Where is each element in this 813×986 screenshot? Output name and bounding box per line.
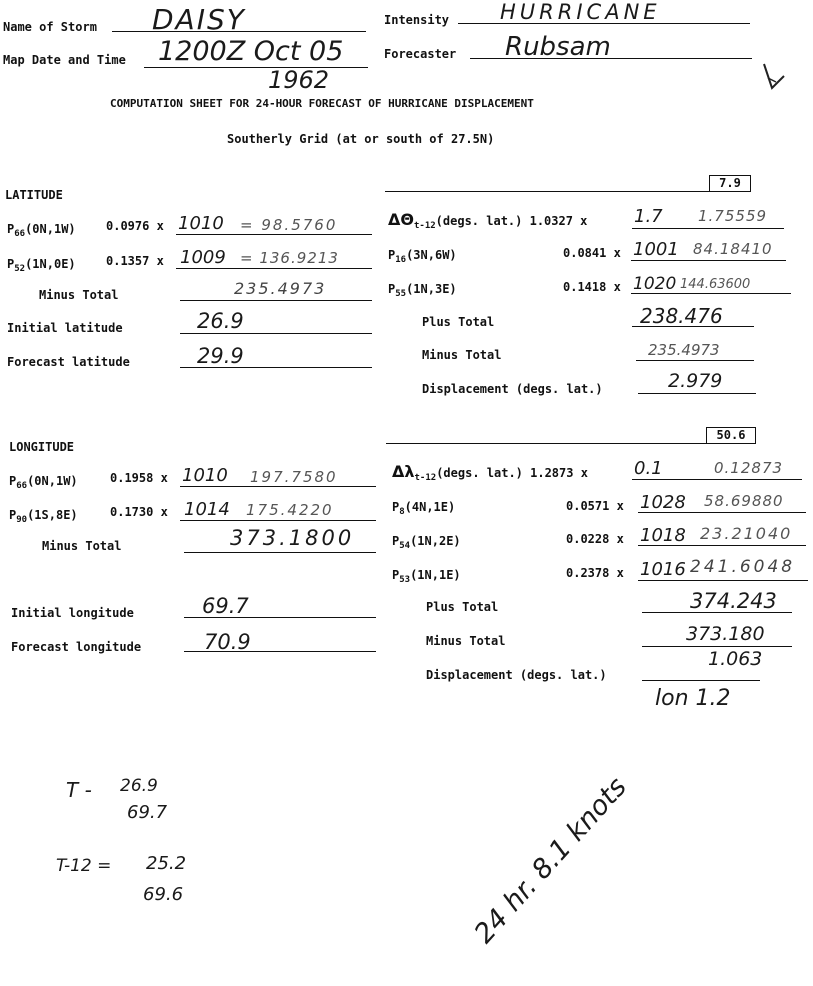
lat-right-minus-total-value: 235.4973 bbox=[648, 341, 720, 359]
lon-minus-total-value: 373.1800 bbox=[230, 526, 355, 550]
lat-delta-result: 1.75559 bbox=[698, 207, 768, 225]
lat-delta-hand: 1.7 bbox=[634, 206, 663, 227]
lat-p16-term: $P_{16}(3N,6W)$ bbox=[388, 248, 457, 265]
intensity-value: HURRICANE bbox=[500, 0, 661, 24]
lat-p66-line bbox=[176, 234, 372, 235]
map-date-line bbox=[144, 67, 368, 68]
lon-delta-line bbox=[632, 479, 802, 480]
lon-right-minus-total-line bbox=[642, 646, 792, 647]
lat-p16-line bbox=[631, 260, 786, 261]
forecast-latitude-label: Forecast latitude bbox=[7, 355, 130, 369]
lat-p16-result: 84.18410 bbox=[693, 240, 773, 258]
forecast-longitude-label: Forecast longitude bbox=[11, 640, 142, 654]
lat-delta-term: $\Delta\Theta_{t-12}(degs$. lat.) 1.0327 x bbox=[388, 210, 588, 231]
lat-p55-result: 144.63600 bbox=[680, 277, 751, 292]
intensity-label: Intensity bbox=[384, 13, 450, 27]
lon-minus-total-line bbox=[184, 552, 376, 553]
t12-longitude: 69.6 bbox=[143, 884, 184, 905]
lat-displacement-label: Displacement (degs. lat.) bbox=[422, 382, 603, 396]
lat-plus-total-label: Plus Total bbox=[422, 315, 495, 329]
lon-p8-term: $P_8(4N,1E)$ bbox=[392, 500, 456, 517]
lon-p53-result: 241.6048 bbox=[690, 557, 796, 577]
lat-box-line bbox=[385, 191, 751, 192]
lon-displacement-value: 1.063 bbox=[708, 648, 763, 670]
initial-latitude-label: Initial latitude bbox=[7, 321, 123, 335]
t-longitude: 69.7 bbox=[127, 802, 168, 823]
sheet-title: COMPUTATION SHEET FOR 24-HOUR FORECAST OF HURRICANE DISPLACEMENT bbox=[110, 97, 534, 110]
year-value: 1962 bbox=[268, 66, 330, 94]
lat-box-value: 7.9 bbox=[709, 175, 751, 192]
lon-p8-result: 58.69880 bbox=[704, 492, 784, 510]
lat-minus-total-line bbox=[180, 300, 372, 301]
speed-note: 24 hr. 8.1 knots bbox=[468, 771, 633, 950]
initial-longitude-value: 69.7 bbox=[202, 594, 249, 618]
lat-p55-term: $P_{55}(1N,3E)$ bbox=[388, 282, 457, 299]
t-label: T - bbox=[66, 778, 92, 802]
lat-p66-hand: 1010 bbox=[178, 213, 224, 234]
lat-p52-coef: 0.1357 x bbox=[106, 254, 164, 268]
forecaster-value: Rubsam bbox=[505, 32, 611, 62]
lon-p90-hand: 1014 bbox=[184, 499, 230, 520]
lat-p16-coef: 0.0841 x bbox=[563, 246, 621, 260]
lat-minus-total-value: 235.4973 bbox=[234, 279, 327, 298]
lat-p52-term: $P_{52}(1N,0E)$ bbox=[7, 257, 76, 274]
lon-p90-coef: 0.1730 x bbox=[110, 505, 168, 519]
lon-plus-total-value: 374.243 bbox=[690, 589, 777, 613]
t12-label: T-12 = bbox=[56, 856, 112, 876]
lon-p53-hand: 1016 bbox=[640, 559, 686, 580]
lon-p66-result: 197.7580 bbox=[250, 468, 338, 486]
lat-p52-line bbox=[176, 268, 372, 269]
lon-p54-term: $P_{54}(1N,2E)$ bbox=[392, 534, 461, 551]
lon-right-minus-total-label: Minus Total bbox=[426, 634, 506, 648]
lon-plus-total-label: Plus Total bbox=[426, 600, 499, 614]
longitude-section-label: LONGITUDE bbox=[9, 440, 75, 454]
lat-delta-line bbox=[632, 228, 784, 229]
sheet-subtitle: Southerly Grid (at or south of 27.5N) bbox=[227, 132, 495, 146]
lat-p66-result: = 98.5760 bbox=[240, 216, 338, 234]
lon-p90-term: $P_{90}(1S,8E)$ bbox=[9, 508, 78, 525]
lon-p53-line bbox=[638, 580, 808, 581]
forecast-latitude-value: 29.9 bbox=[197, 344, 244, 368]
lon-p53-coef: 0.2378 x bbox=[566, 566, 624, 580]
lon-p8-coef: 0.0571 x bbox=[566, 499, 624, 513]
lat-minus-total-label: Minus Total bbox=[39, 288, 119, 302]
lon-p54-result: 23.21040 bbox=[700, 524, 793, 543]
lon-p53-term: $P_{53}(1N,1E)$ bbox=[392, 568, 461, 585]
lat-p66-coef: 0.0976 x bbox=[106, 219, 164, 233]
lat-p16-hand: 1001 bbox=[633, 239, 679, 260]
lon-p66-line bbox=[180, 486, 376, 487]
storm-name-label: Name of Storm bbox=[3, 20, 97, 34]
lon-box-value: 50.6 bbox=[706, 427, 756, 444]
lon-delta-term: $\Delta\lambda_{t-12}(degs$. lat.) 1.2873 x bbox=[392, 462, 588, 483]
initial-latitude-line bbox=[180, 333, 372, 334]
lat-p66-term: $P_{66}(0N,1W)$ bbox=[7, 222, 76, 239]
lon-displacement-label: Displacement (degs. lat.) bbox=[426, 668, 607, 682]
lon-displacement-line bbox=[642, 680, 760, 681]
lon-p66-term: $P_{66}(0N,1W)$ bbox=[9, 474, 78, 491]
storm-name-value: DAISY bbox=[152, 3, 246, 36]
lon-p54-coef: 0.0228 x bbox=[566, 532, 624, 546]
lon-p54-hand: 1018 bbox=[640, 525, 686, 546]
lon-minus-total-label: Minus Total bbox=[42, 539, 122, 553]
t-latitude: 26.9 bbox=[120, 776, 158, 796]
lon-displacement-note: lon 1.2 bbox=[655, 686, 731, 711]
initial-longitude-label: Initial longitude bbox=[11, 606, 134, 620]
lat-plus-total-value: 238.476 bbox=[640, 304, 723, 328]
lon-p90-line bbox=[180, 520, 376, 521]
lat-displacement-line bbox=[638, 393, 756, 394]
lat-p55-coef: 0.1418 x bbox=[563, 280, 621, 294]
lon-delta-result: 0.12873 bbox=[714, 459, 784, 477]
lat-p52-result: = 136.9213 bbox=[240, 249, 339, 267]
lat-p52-hand: 1009 bbox=[180, 247, 226, 268]
lon-p66-hand: 1010 bbox=[182, 465, 228, 486]
lon-p8-hand: 1028 bbox=[640, 492, 686, 513]
lon-p66-coef: 0.1958 x bbox=[110, 471, 168, 485]
map-date-value: 1200Z Oct 05 bbox=[158, 36, 344, 67]
check-mark-icon bbox=[758, 58, 788, 98]
forecast-longitude-value: 70.9 bbox=[204, 630, 251, 654]
map-date-label: Map Date and Time bbox=[3, 53, 126, 67]
lon-right-minus-total-value: 373.180 bbox=[686, 623, 765, 645]
lon-p90-result: 175.4220 bbox=[246, 501, 334, 519]
lon-box-line bbox=[386, 443, 756, 444]
lat-p55-hand: 1020 bbox=[633, 274, 677, 294]
latitude-section-label: LATITUDE bbox=[5, 188, 63, 202]
forecaster-label: Forecaster bbox=[384, 47, 457, 61]
t12-latitude: 25.2 bbox=[146, 853, 187, 874]
lat-right-minus-total-line bbox=[636, 360, 754, 361]
lat-displacement-value: 2.979 bbox=[668, 370, 723, 392]
lon-delta-hand: 0.1 bbox=[634, 458, 663, 479]
initial-latitude-value: 26.9 bbox=[197, 309, 244, 333]
lat-right-minus-total-label: Minus Total bbox=[422, 348, 502, 362]
